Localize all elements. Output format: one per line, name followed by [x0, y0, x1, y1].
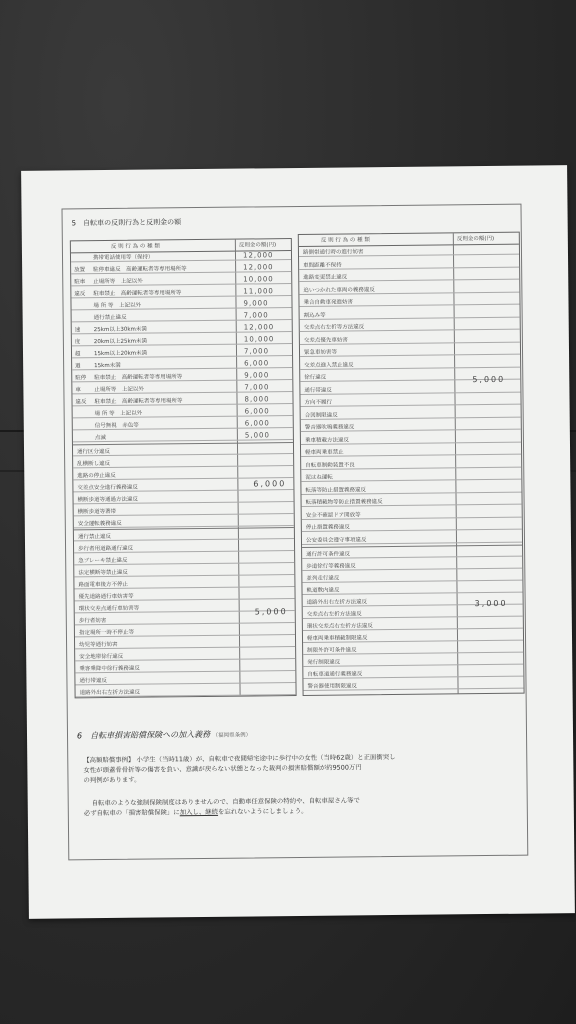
- table-row: [73, 418, 293, 430]
- table-row: [72, 346, 292, 358]
- row-act: 転落等防止措置義務違反: [305, 486, 367, 494]
- case-line-2: 女性が頭蓋骨骨折等の傷害を負い、意識が戻らない状態となった裁判の損害賠償額が約9500万円: [83, 763, 362, 775]
- table-row: [72, 394, 292, 406]
- row-act: 場 所 等 上記以外: [93, 302, 142, 310]
- table-row: [302, 507, 522, 519]
- table-row: [302, 532, 522, 544]
- row-act: 乱横断し違反: [77, 460, 111, 468]
- row-act: 安全運転義務違反: [77, 520, 122, 528]
- row-act: 点滅: [94, 435, 106, 442]
- left-header-amount: 反則金の額(円): [238, 242, 277, 249]
- table-row: [72, 322, 292, 334]
- table-row: [299, 245, 519, 257]
- row-amount: 5,000: [244, 431, 270, 440]
- table-row: [73, 406, 293, 418]
- row-act: 優先道路通行車妨害等: [78, 593, 134, 601]
- table-row: [72, 334, 292, 346]
- row-act: 通行禁止違反: [93, 314, 127, 322]
- row-act: 駐停車違反 高齢運転者等専用場所等: [93, 266, 187, 274]
- row-category: 車: [75, 387, 81, 394]
- row-category: 違反: [75, 399, 87, 406]
- notice-text-a: 必ず自転車の「損害賠償保険」に: [83, 808, 180, 818]
- table-row: [302, 520, 522, 532]
- row-act: 進路の停止違反: [77, 472, 116, 480]
- row-act: 信号無視 赤色等: [94, 422, 139, 430]
- table-row: [71, 298, 291, 310]
- table-row: [73, 430, 293, 442]
- row-act: 割込み等: [303, 312, 326, 319]
- table-row: [71, 262, 291, 274]
- left-violation-table: [70, 238, 297, 698]
- table-row: [72, 370, 292, 382]
- row-act: 交差点右左折等方法違反: [303, 324, 365, 331]
- row-act: 急ブレーキ禁止違反: [78, 557, 128, 565]
- right-header-act: 反 則 行 為 の 種 類: [320, 237, 370, 244]
- table-row: [72, 382, 292, 394]
- row-act: 交差点進入禁止違反: [304, 361, 354, 369]
- row-act: 緊急車妨害等: [303, 349, 338, 356]
- row-act: 歩行者用道路通行違反: [78, 545, 134, 553]
- row-amount: 6,000: [244, 419, 270, 428]
- left-header-act: 反 則 行 為 の 種 類: [110, 243, 160, 250]
- row-act: 交差点右左折方法違反: [306, 611, 362, 618]
- row-act: 警音器吹鳴義務違反: [304, 424, 355, 431]
- row-act: 乗客乗降中徐行義務違反: [79, 665, 140, 673]
- row-act: 横断歩道等著帯: [77, 508, 117, 516]
- row-act: 携帯電話使用等（保持）: [92, 254, 154, 262]
- row-act: 路側帯通行時の進行妨害: [302, 249, 364, 256]
- row-act: 軽車両乗車禁止: [305, 449, 344, 456]
- row-amount: 9,000: [243, 299, 269, 308]
- row-act: 安全地帯徐行違反: [79, 653, 124, 661]
- row-act: 幼児等通行妨害: [79, 641, 118, 649]
- table-row: [300, 345, 520, 357]
- right-header-amount: 反則金の額(円): [456, 235, 495, 243]
- row-act: 通行区分違反: [77, 448, 111, 456]
- row-act: 駐車禁止 高齢運転者等専用場所等: [94, 398, 183, 406]
- notice-line-1: 自転車のような強制保険制度はありませんので、自動車任意保険の特約や、自転車屋さん等で: [91, 796, 360, 808]
- row-amount: 10,000: [243, 335, 275, 344]
- row-act: 20km以上25km未満: [93, 338, 148, 346]
- row-amount: 6,000: [244, 359, 270, 368]
- row-act: 指定場所一時不停止等: [78, 629, 134, 637]
- row-category: 超: [74, 351, 81, 358]
- table-row: [299, 295, 519, 307]
- row-act: 車間距離不保持: [303, 262, 342, 269]
- row-act: 泥はね運転: [305, 474, 333, 481]
- right-group5-amount: 5,000: [472, 374, 506, 385]
- row-amount: 7,000: [244, 383, 270, 392]
- row-act: 道路外出右左折方法違反: [79, 689, 141, 697]
- case-line-3: の判例があります。: [83, 775, 141, 785]
- case-label: 【高額賠償事例】: [83, 755, 135, 765]
- table-row: [302, 495, 522, 507]
- row-act: 15km未満: [94, 362, 121, 370]
- section6-title-text: 6 自転車損害賠償保険への加入義務: [76, 729, 211, 741]
- right-violation-table: [298, 232, 525, 696]
- row-act: 軌道敷内違反: [306, 587, 340, 594]
- row-act: 自転車道通行義務違反: [307, 671, 363, 678]
- table-row: [72, 358, 292, 370]
- row-act: 制限外許可条件違反: [307, 647, 357, 654]
- table-row: [300, 395, 520, 407]
- section5-title: 5 自転車の反則行為と反則金の額: [71, 218, 182, 228]
- row-act: 止場所等 上記以外: [93, 278, 143, 286]
- row-act: 横断歩道等通過方法違反: [77, 496, 139, 504]
- table-row: [71, 286, 291, 298]
- row-act: 転落積載物等防止措置義務違反: [305, 499, 383, 506]
- row-act: 道路外出右左折方法違反: [306, 599, 368, 606]
- row-act: 安全不確認ドア開放等: [305, 511, 361, 519]
- row-amount: 11,000: [243, 287, 274, 296]
- row-amount: 7,000: [243, 311, 269, 320]
- row-act: 警音器使用制限違反: [307, 683, 358, 690]
- row-act: 通行禁止違反: [77, 533, 111, 541]
- row-act: 自転車制動装置不良: [305, 461, 355, 469]
- table-row: [301, 445, 521, 457]
- left-group6-amount: 6,000: [253, 479, 287, 489]
- case-text-1: 小学生（当時11歳）が、自転車で夜間帰宅途中に歩行中の女性（当時62歳）と正面衝突し: [136, 752, 396, 764]
- row-act: 法定横断等禁止違反: [78, 569, 128, 577]
- row-category: 過: [75, 363, 81, 370]
- row-act: 合図制限違反: [304, 412, 338, 419]
- row-category: 違反: [74, 291, 86, 298]
- row-act: 公安委員会遵守事項違反: [305, 536, 367, 544]
- notice-text-underlined: 加入し、継続: [179, 807, 219, 817]
- row-amount: 8,000: [244, 395, 270, 404]
- row-act: 軽車両乗車積載制限違反: [306, 635, 368, 642]
- table-row: [301, 407, 521, 419]
- document-sheet: [21, 165, 575, 919]
- row-amount: 12,000: [243, 323, 275, 332]
- table-row: [299, 257, 519, 269]
- row-act: 方向不履行: [304, 399, 333, 406]
- row-act: 25km以上30km未満: [93, 326, 147, 334]
- row-act: 徐行違反: [304, 374, 327, 381]
- table-row: [300, 357, 520, 369]
- table-row: [300, 320, 520, 332]
- row-act: 環状交差点通行車妨害等: [78, 605, 140, 613]
- row-act: 通行帯違反: [304, 387, 332, 394]
- right-group3-amount: 3,000: [474, 598, 508, 609]
- row-category: 放置: [74, 267, 86, 274]
- row-amount: 9,000: [244, 371, 270, 380]
- row-act: 交差点優先車妨害: [303, 336, 348, 344]
- table-row: [300, 307, 520, 319]
- row-act: 追いつかれた車両の義務違反: [303, 286, 375, 294]
- row-act: 歩道徐行等義務違反: [306, 563, 356, 570]
- row-act: 進路変更禁止違反: [303, 274, 348, 281]
- table-row: [71, 250, 291, 262]
- table-row: [72, 310, 292, 322]
- notice-text-c: を忘れないようにしましょう。: [217, 806, 308, 816]
- row-act: 交差点安全進行義務違反: [77, 484, 138, 492]
- row-category: 駐車: [74, 279, 86, 286]
- left-group5-amount: 5,000: [254, 607, 288, 617]
- row-act: 通行許可条件違反: [306, 551, 351, 558]
- table-row: [299, 270, 519, 282]
- row-amount: 12,000: [243, 263, 274, 272]
- row-category: 度: [74, 339, 81, 346]
- table-row: [299, 282, 519, 294]
- row-act: 路面電車後方不停止: [78, 581, 128, 589]
- row-amount: 7,000: [243, 347, 270, 356]
- row-act: 乗車積載方法違反: [304, 436, 349, 444]
- row-act: 駐車禁止 高齢運転者等専用場所等: [93, 290, 182, 298]
- row-amount: 12,000: [242, 251, 274, 260]
- row-act: 歩行者妨害: [78, 618, 107, 625]
- row-amount: 10,000: [243, 275, 274, 284]
- row-act: 止場所等 上記以外: [94, 386, 144, 394]
- row-category: 駐停: [75, 375, 87, 382]
- row-act: 通行帯違反: [79, 678, 107, 685]
- row-amount: 6,000: [244, 407, 270, 416]
- row-act: 15km以上20km未満: [93, 350, 148, 358]
- section6-title-note: （福岡県条例）: [212, 732, 252, 739]
- table-row: [301, 420, 521, 432]
- table-row: [301, 482, 521, 494]
- table-row: [301, 470, 521, 482]
- table-row: [71, 274, 291, 286]
- row-category: 速: [74, 327, 81, 334]
- table-row: [300, 332, 520, 344]
- row-act: 発行制限違反: [307, 659, 341, 666]
- row-act: 乗合自動車発進妨害: [303, 299, 354, 306]
- row-act: 駐車禁止 高齢運転者等専用場所等: [94, 374, 183, 382]
- row-act: 停止措置義務違反: [305, 524, 350, 531]
- table-row: [301, 432, 521, 444]
- row-act: 環状交差点右左折方法違反: [306, 623, 373, 630]
- section6-title: [77, 729, 251, 742]
- table-row: [301, 457, 521, 469]
- row-act: 場 所 等 上記以外: [94, 410, 143, 418]
- row-act: 並列走行違反: [306, 575, 340, 582]
